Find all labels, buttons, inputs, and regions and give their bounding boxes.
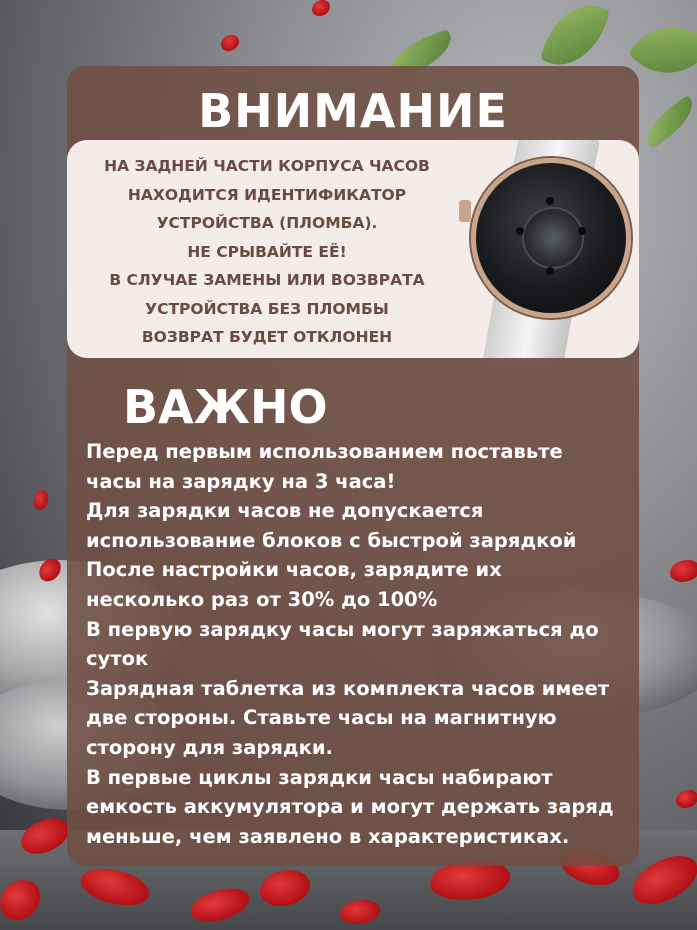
- important-title: ВАЖНО: [123, 380, 328, 434]
- warning-title: ВНИМАНИЕ: [198, 84, 508, 138]
- warning-notice-text: [77, 152, 457, 352]
- rose-petal: [219, 31, 242, 55]
- watch-sensor-dot: [578, 227, 586, 235]
- watch-sensor: [522, 207, 584, 269]
- important-line: часы на зарядку на 3 часа!: [86, 469, 396, 493]
- warning-line: УСТРОЙСТВА БЕЗ ПЛОМБЫ: [145, 299, 389, 318]
- warning-line: УСТРОЙСТВА (ПЛОМБА).: [156, 214, 378, 232]
- important-line: В первую зарядку часы могут заряжаться до: [86, 617, 599, 641]
- rose-petal: [676, 790, 697, 808]
- rose-petal: [34, 490, 48, 510]
- important-line: несколько раз от 30% до 100%: [86, 587, 438, 611]
- watch-button: [459, 200, 471, 222]
- watch-sensor-dot: [516, 227, 524, 235]
- warning-line: ВОЗВРАТ БУДЕТ ОТКЛОНЕН: [141, 328, 393, 346]
- important-line: Перед первым использованием поставьте: [86, 440, 563, 463]
- warning-line: В СЛУЧАЕ ЗАМЕНЫ ИЛИ ВОЗВРАТА: [109, 271, 425, 289]
- important-line: Зарядная таблетка из комплекта часов имеет: [86, 676, 610, 700]
- leaf-decoration: [540, 0, 611, 76]
- important-line: использование блоков с быстрой зарядкой: [86, 528, 577, 552]
- important-line: сторону для зарядки.: [86, 735, 333, 759]
- warning-line: НАХОДИТСЯ ИДЕНТИФИКАТОР: [127, 185, 407, 204]
- rose-petal: [670, 560, 697, 582]
- smartwatch-back-image: [467, 140, 639, 358]
- watch-sensor-dot: [546, 267, 554, 275]
- watch-case: [471, 158, 631, 318]
- leaf-decoration: [639, 95, 697, 149]
- important-line: В первые циклы зарядки часы набирают: [86, 765, 553, 789]
- warning-notice-box: [67, 140, 639, 358]
- important-line: Для зарядки часов не допускается: [86, 499, 484, 523]
- important-line: две стороны. Ставьте часы на магнитную: [86, 706, 557, 730]
- important-text: [86, 437, 631, 851]
- warning-line: НЕ СРЫВАЙТЕ ЕЁ!: [187, 242, 347, 261]
- important-line: меньше, чем заявлено в характеристиках.: [86, 824, 570, 848]
- warning-line: НА ЗАДНЕЙ ЧАСТИ КОРПУСА ЧАСОВ: [104, 157, 430, 175]
- rose-petal: [312, 0, 330, 16]
- watch-sensor-dot: [546, 197, 554, 205]
- important-line: После настройки часов, зарядите их: [86, 558, 502, 582]
- important-line: емкость аккумулятора и могут держать заряд: [86, 795, 614, 819]
- important-line: суток: [86, 647, 149, 671]
